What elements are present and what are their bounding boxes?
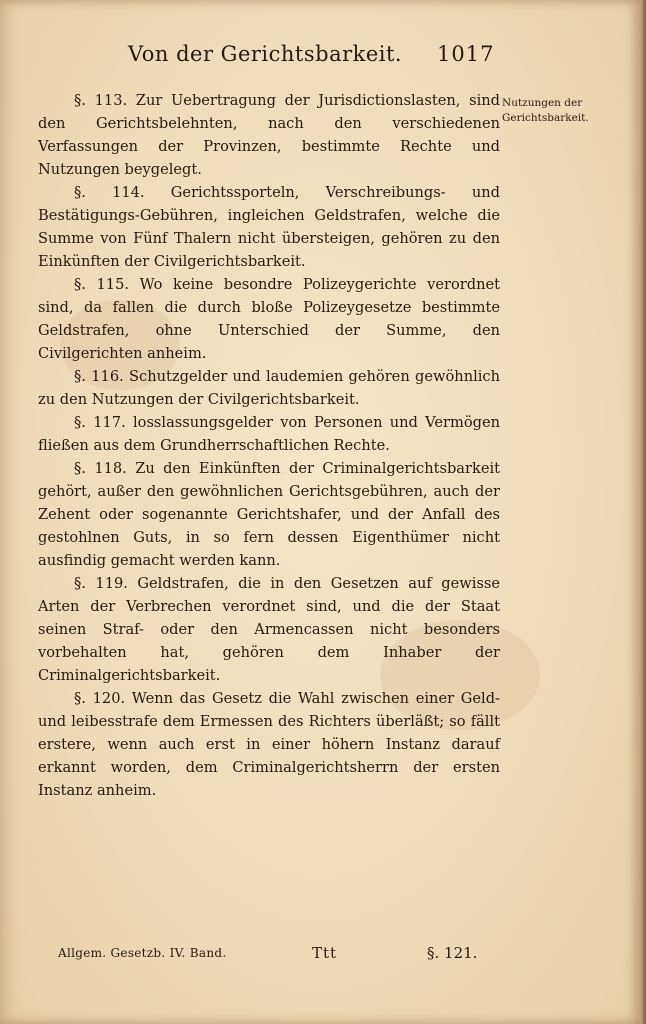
sheet-mark: Ttt (312, 944, 338, 962)
paragraph-text: §. 113. Zur Uebertragung der Jurisdictionslasten, sind den Gerichtsbelehnten, nach den verschiedenen Verfassungen der Provinzen, bestimmte Rechte und Nutzungen beygelegt. (38, 92, 500, 178)
page-title: Von der Gerichtsbarkeit. (128, 42, 403, 66)
page-footer (0, 944, 640, 968)
paragraph-119 (38, 572, 500, 687)
paragraph-116 (38, 365, 500, 411)
paragraph-117 (38, 411, 500, 457)
text-body (38, 89, 500, 802)
paragraph-115 (38, 273, 500, 365)
page-number: 1017 (437, 42, 495, 66)
paragraph-text: §. 119. Geldstrafen, die in den Gesetzen auf gewisse Arten der Verbrechen verordnet sind, und die der Staat seinen Straf- oder den Armencassen nicht besonders vorbehalten hat, gehören dem Inhaber der Criminalgerichtsbarkeit. (38, 575, 500, 684)
page-edge (640, 0, 646, 1024)
paragraph-text: §. 118. Zu den Einkünften der Criminalgerichtsbarkeit gehört, außer den gewöhnlichen Gerichtsgebühren, auch der Zehent oder sogenannte Gerichtshafer, und der Anfall des gestohlnen Guts, in so fern dessen Eigenthümer nicht ausfindig gemacht werden kann. (38, 460, 500, 569)
paragraph-text: §. 114. Gerichtssporteln, Verschreibungs- und Bestätigungs-Gebühren, ingleichen Geldstrafen, welche die Summe von Fünf Thalern nicht übersteigen, gehören zu den Einkünften der Civilgerichtsbarkeit. (38, 184, 500, 270)
paragraph-118 (38, 457, 500, 572)
paragraph-text: §. 117. losslassungsgelder von Personen und Vermögen fließen aus dem Grundherrschaftlichen Rechte. (38, 414, 500, 454)
paragraph-120 (38, 687, 500, 802)
paragraph-text: §. 115. Wo keine besondre Polizeygerichte verordnet sind, da fallen die durch bloße Polizeygesetze bestimmte Geldstrafen, ohne Unterschied der Summe, den Civilgerichten anheim. (38, 276, 500, 362)
paragraph-text: §. 116. Schutzgelder und laudemien gehören gewöhnlich zu den Nutzungen der Civilgerichtsbarkeit. (38, 368, 500, 408)
catchword: §. 121. (427, 944, 478, 962)
signature-line: Allgem. Gesetzb. IV. Band. (58, 946, 227, 960)
marginal-note: Nutzungen der Gerichtsbarkeit. (502, 97, 589, 124)
paragraph-114 (38, 181, 500, 273)
paragraph-113 (38, 89, 500, 181)
paragraph-text: §. 120. Wenn das Gesetz die Wahl zwischen einer Geld- und leibesstrafe dem Ermessen des Richters überläßt; so fällt erstere, wenn auch erst in einer höhern Instanz darauf erkannt worden, dem Criminalgerichtsherrn der ersten Instanz anheim. (38, 690, 500, 799)
running-head (0, 38, 640, 78)
